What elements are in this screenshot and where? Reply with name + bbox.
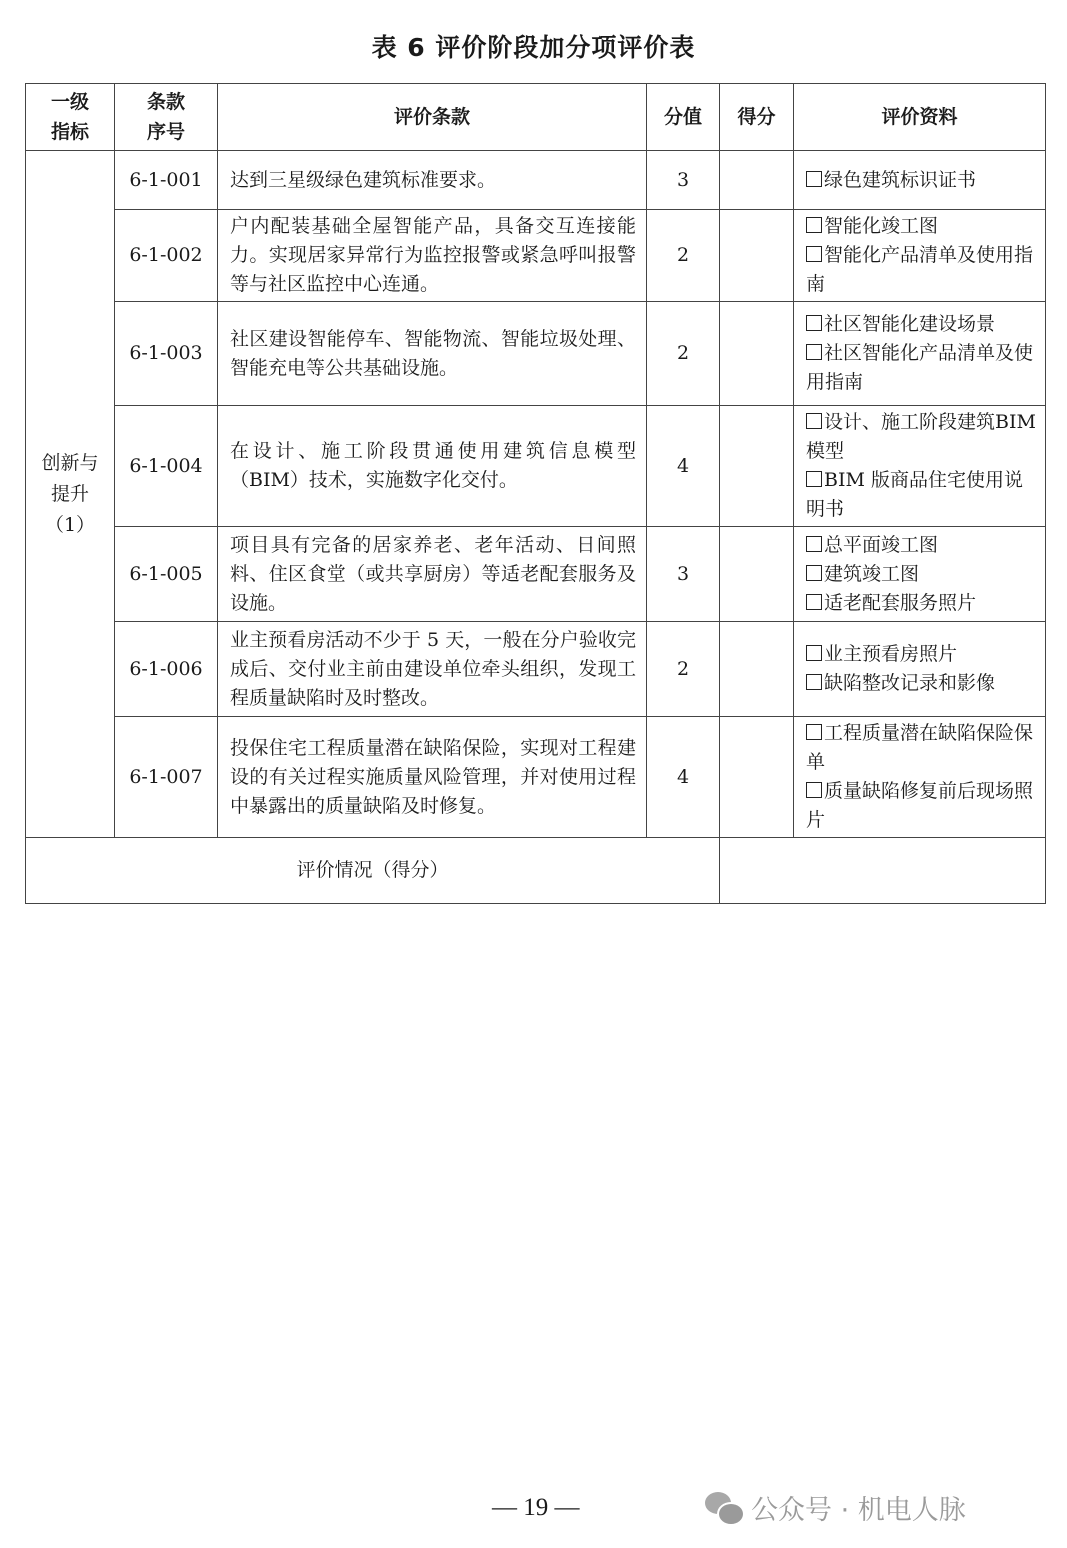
header-code-line2: 序号	[146, 121, 185, 143]
row-materials	[794, 406, 1046, 527]
checkbox-icon[interactable]	[806, 645, 822, 661]
checkbox-icon[interactable]	[806, 315, 822, 331]
checkbox-icon[interactable]	[806, 724, 822, 740]
row-clause: 达到三星级绿色建筑标准要求。	[218, 151, 647, 210]
header-score: 得分	[720, 84, 794, 151]
row-materials	[794, 210, 1046, 302]
header-level1-line1: 一级	[50, 91, 89, 113]
material-label: BIM 版商品住宅使用说明书	[806, 469, 1023, 520]
table-row	[26, 406, 1046, 527]
header-code-line1: 条款	[146, 91, 185, 113]
category-line3: （1）	[44, 513, 96, 536]
evaluation-table	[25, 83, 1046, 904]
row-code: 6-1-001	[115, 151, 218, 210]
row-points: 4	[647, 406, 720, 527]
table-row	[26, 622, 1046, 717]
row-points: 3	[647, 527, 720, 622]
material-label: 适老配套服务照片	[824, 591, 977, 614]
table-row	[26, 151, 1046, 210]
row-materials	[794, 717, 1046, 838]
checkbox-icon[interactable]	[806, 594, 822, 610]
checkbox-icon[interactable]	[806, 344, 822, 360]
summary-score-input[interactable]	[720, 838, 1046, 904]
row-score-input[interactable]	[720, 210, 794, 302]
watermark-text: 公众号 · 机电人脉	[751, 1495, 966, 1526]
page-title: 表 6 评价阶段加分项评价表	[371, 33, 696, 62]
row-materials	[794, 151, 1046, 210]
material-item[interactable]	[806, 166, 1037, 195]
header-clause: 评价条款	[218, 84, 647, 151]
wechat-icon	[705, 1492, 741, 1524]
watermark	[705, 1488, 966, 1527]
row-materials	[794, 527, 1046, 622]
header-level1	[26, 84, 115, 151]
row-code: 6-1-007	[115, 717, 218, 838]
checkbox-icon[interactable]	[806, 471, 822, 487]
material-label: 业主预看房照片	[824, 643, 958, 665]
material-label: 智能化产品清单及使用指南	[806, 244, 1034, 295]
row-code: 6-1-004	[115, 406, 218, 527]
row-clause: 业主预看房活动不少于 5 天，一般在分户验收完成后、交付业主前由建设单位牵头组织，发现工程质量缺陷时及时整改。	[218, 622, 647, 717]
material-item[interactable]	[806, 669, 1037, 698]
material-item[interactable]	[806, 241, 1037, 299]
table-header-row	[26, 84, 1046, 151]
row-score-input[interactable]	[720, 527, 794, 622]
row-score-input[interactable]	[720, 151, 794, 210]
row-clause: 户内配装基础全屋智能产品，具备交互连接能力。实现居家异常行为监控报警或紧急呼叫报警等与社区监控中心连通。	[218, 210, 647, 302]
row-clause: 在设计、施工阶段贯通使用建筑信息模型（BIM）技术，实施数字化交付。	[218, 406, 647, 527]
row-materials	[794, 622, 1046, 717]
material-item[interactable]	[806, 531, 1037, 560]
row-score-input[interactable]	[720, 302, 794, 406]
category-cell	[26, 151, 115, 838]
material-label: 设计、施工阶段建筑BIM 模型	[806, 411, 1036, 462]
row-points: 2	[647, 210, 720, 302]
material-label: 缺陷整改记录和影像	[824, 672, 996, 694]
material-label: 社区智能化产品清单及使用指南	[806, 342, 1034, 393]
header-code	[115, 84, 218, 151]
category-line1: 创新与	[41, 451, 99, 474]
row-score-input[interactable]	[720, 717, 794, 838]
material-label: 建筑竣工图	[824, 562, 920, 585]
material-item[interactable]	[806, 640, 1037, 669]
row-points: 4	[647, 717, 720, 838]
summary-row	[26, 838, 1046, 904]
row-clause: 投保住宅工程质量潜在缺陷保险，实现对工程建设的有关过程实施质量风险管理，并对使用过程中暴露出的质量缺陷及时修复。	[218, 717, 647, 838]
row-code: 6-1-003	[115, 302, 218, 406]
material-item[interactable]	[806, 589, 1037, 618]
material-item[interactable]	[806, 777, 1037, 835]
table-row	[26, 302, 1046, 406]
checkbox-icon[interactable]	[806, 171, 822, 187]
checkbox-icon[interactable]	[806, 217, 822, 233]
row-code: 6-1-006	[115, 622, 218, 717]
checkbox-icon[interactable]	[806, 536, 822, 552]
checkbox-icon[interactable]	[806, 782, 822, 798]
table-row	[26, 210, 1046, 302]
material-label: 质量缺陷修复前后现场照片	[806, 780, 1034, 831]
material-label: 工程质量潜在缺陷保险保单	[806, 722, 1034, 773]
material-item[interactable]	[806, 310, 1037, 339]
table-row	[26, 717, 1046, 838]
page-number: — 19 —	[492, 1494, 580, 1521]
material-item[interactable]	[806, 408, 1037, 466]
material-item[interactable]	[806, 212, 1037, 241]
row-points: 2	[647, 622, 720, 717]
material-label: 智能化竣工图	[824, 215, 939, 237]
row-score-input[interactable]	[720, 622, 794, 717]
category-line2: 提升	[50, 482, 89, 505]
checkbox-icon[interactable]	[806, 565, 822, 581]
checkbox-icon[interactable]	[806, 246, 822, 262]
header-level1-line2: 指标	[50, 121, 89, 143]
material-label: 社区智能化建设场景	[824, 313, 996, 335]
material-label: 绿色建筑标识证书	[824, 168, 977, 191]
material-item[interactable]	[806, 719, 1037, 777]
checkbox-icon[interactable]	[806, 674, 822, 690]
row-points: 2	[647, 302, 720, 406]
material-item[interactable]	[806, 466, 1037, 524]
material-label: 总平面竣工图	[824, 533, 939, 556]
table-row	[26, 527, 1046, 622]
row-clause: 社区建设智能停车、智能物流、智能垃圾处理、智能充电等公共基础设施。	[218, 302, 647, 406]
row-code: 6-1-005	[115, 527, 218, 622]
material-item[interactable]	[806, 560, 1037, 589]
header-materials: 评价资料	[794, 84, 1046, 151]
material-item[interactable]	[806, 339, 1037, 397]
row-points: 3	[647, 151, 720, 210]
header-points: 分值	[647, 84, 720, 151]
row-clause: 项目具有完备的居家养老、老年活动、日间照料、住区食堂（或共享厨房）等适老配套服务及设施。	[218, 527, 647, 622]
row-code: 6-1-002	[115, 210, 218, 302]
summary-label: 评价情况（得分）	[26, 838, 720, 904]
row-score-input[interactable]	[720, 406, 794, 527]
checkbox-icon[interactable]	[806, 413, 822, 429]
row-materials	[794, 302, 1046, 406]
